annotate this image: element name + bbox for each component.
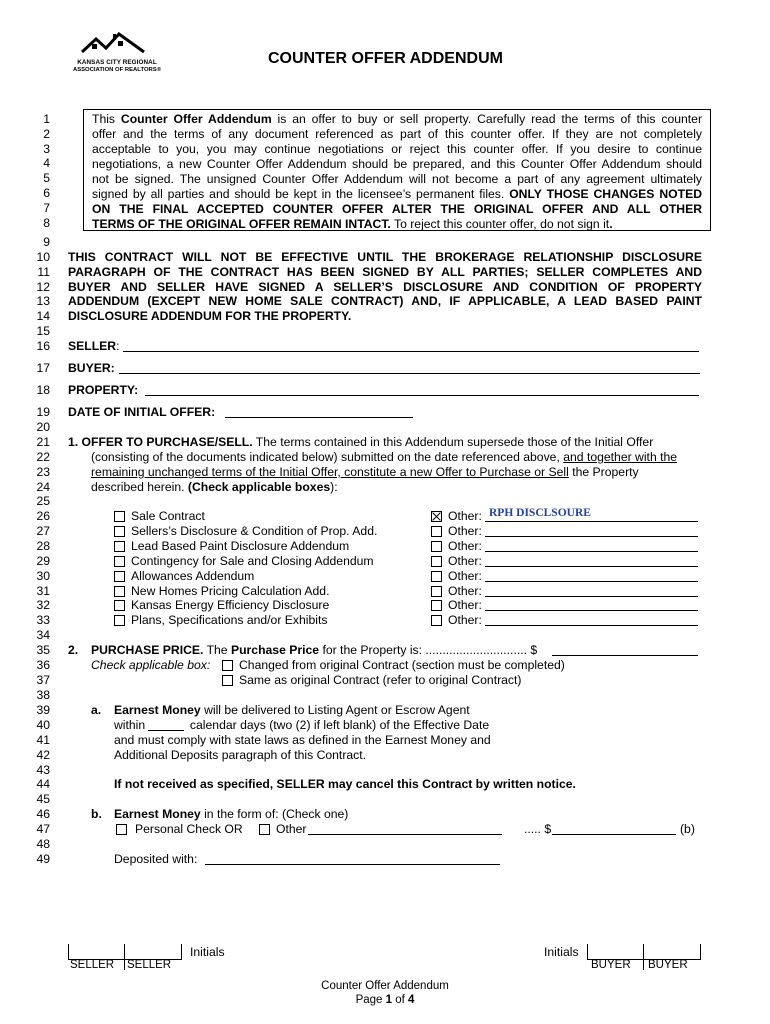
initials-label: Initials [190,945,225,959]
subsection-b-label: b. [91,807,102,821]
page-current: 1 [385,994,393,1006]
section1-text: the Property [568,465,639,479]
section1-bold-text: (Check applicable boxes [187,480,331,494]
other-field-5[interactable] [485,581,698,582]
line-number: 23 [36,465,50,479]
other-label: Other: [448,613,482,627]
line-number: 11 [37,265,50,279]
notice-text: is an offer to buy or sell property. Carefully read the terms of this counter [271,112,703,126]
warning-line: THIS CONTRACT WILL NOT BE EFFECTIVE UNTIL THE BROKERAGE RELATIONSHIP DISCLOSURE [68,250,702,264]
line-number: 10 [36,250,50,264]
buyer-initials-label-1: BUYER [591,959,631,971]
calendar-days-field[interactable] [148,730,184,731]
cancel-warning: If not received as specified, SELLER may cancel this Contract by written notice. [114,777,576,791]
check-applicable-label [91,658,210,673]
earnest-form-text: in the form of: (Check one) [200,807,349,821]
notice-bold-period: . [609,217,613,231]
notice-line-1 [92,112,702,127]
buyer-initials-label-2: BUYER [648,959,688,971]
checkbox-contingency[interactable] [114,556,125,567]
line-number: 25 [36,494,50,508]
line-number: 48 [36,837,50,851]
checkbox-allowances[interactable] [114,571,125,582]
seller-label [68,339,119,354]
within-text: within [114,718,149,732]
notice-line-8 [92,217,613,232]
notice-box [83,109,711,231]
line-number: 9 [43,235,50,249]
notice-line-7: ON THE FINAL ACCEPTED COUNTER OFFER ALTER THE ORIGINAL OFFER AND ALL OTHER [92,202,702,216]
line-number: 22 [36,450,50,464]
line-number: 17 [36,361,50,375]
date-label: DATE OF INITIAL OFFER: [68,405,216,419]
notice-text: To reject this counter offer, do not sign it [390,217,610,231]
seller-colon: : [116,339,120,353]
section1-text: The terms contained in this Addendum supersede those of the Initial Offer [252,435,654,449]
earnest-form-bold: Earnest Money [114,807,201,821]
page-of: of [392,994,409,1006]
other-label: Other: [448,509,482,523]
line-number: 13 [36,294,50,308]
line-number: 16 [36,339,50,353]
line-number: 20 [36,420,50,434]
seller-initials-label-2: SELLER [127,959,172,971]
section1-text: ): [330,480,338,494]
line-number: 33 [36,613,50,627]
checkbox-sellers-disclosure[interactable] [114,526,125,537]
seller-field[interactable] [123,351,699,352]
line-number: 38 [36,688,50,702]
line-number: 5 [43,171,50,185]
seller-initials-label-1: SELLER [70,959,115,971]
notice-bold-term: Counter Offer Addendum [120,112,272,126]
checkbox-label: Plans, Specifications and/or Exhibits [131,613,328,627]
line-number: 47 [36,822,50,836]
other-label: Other: [448,524,482,538]
notice-bold-text: ONLY THOSE CHANGES NOTED [509,187,702,201]
other-label: Other: [448,569,482,583]
other-field-4[interactable] [485,566,698,567]
other-label: Other: [448,584,482,598]
logo [72,30,162,80]
earnest-money-text: will be delivered to Listing Agent or Escrow Agent [200,703,470,717]
subsection-a-label: a. [91,703,102,717]
line-number: 40 [36,718,50,732]
earnest-amount-tag: (b) [680,822,695,836]
section1-line3 [91,465,639,480]
section2-text: for the Property is: .............................. $ [319,643,538,657]
section1-heading: 1. OFFER TO PURCHASE/SELL. [68,435,253,449]
other-field-6[interactable] [485,596,698,597]
section1-line2 [91,450,677,465]
section2-number: 2. [68,643,79,657]
seller-labels-divider [124,958,125,970]
purchase-price-field[interactable] [552,655,698,656]
line-number: 32 [36,598,50,612]
line-number: 4 [43,156,50,170]
line-number: 8 [43,216,50,230]
footer-page-number [0,993,770,1008]
earnest-money-line3: and must comply with state laws as defined in the Earnest Money and [114,733,491,747]
checkbox-other-2[interactable] [431,526,442,537]
page-word: Page [355,994,386,1006]
deposited-with-label: Deposited with: [114,852,198,866]
checkbox-kansas-energy[interactable] [114,600,125,611]
notice-line-5: not be signed. The unsigned Counter Offer Addendum will not become a part of any agreement ultimately [92,172,702,186]
check-applicable-colon: : [206,658,211,672]
checkbox-label: Contingency for Sale and Closing Addendum [131,554,374,568]
checkbox-new-homes-pricing[interactable] [114,586,125,597]
other-form-field[interactable] [308,834,502,835]
checkbox-other-7[interactable] [431,600,442,611]
initials-label: Initials [544,945,579,959]
checkbox-other-5[interactable] [431,571,442,582]
other-field-3[interactable] [485,551,698,552]
earnest-form-line [114,807,348,822]
checkbox-plans-specs[interactable] [114,615,125,626]
line-number: 30 [36,569,50,583]
notice-text: signed by all parties and should be kept in the licensee’s permanent files. [92,187,510,201]
line-number: 34 [36,628,50,642]
line-number: 1 [43,112,50,126]
earnest-money-line1 [114,703,470,718]
personal-check-label: Personal Check OR [135,822,243,836]
section1-underlined-text: and together with the [563,450,678,464]
checkbox-other-form[interactable] [259,824,270,835]
checkbox-other-8[interactable] [431,615,442,626]
other-label: Other: [448,598,482,612]
line-number: 41 [36,733,50,747]
other-field-8[interactable] [485,625,698,626]
check-applicable-text: Check applicable box [91,658,207,672]
buyer-labels-divider [643,958,644,970]
line-number: 42 [36,748,50,762]
line-number: 39 [36,703,50,717]
checkbox-price-changed[interactable] [222,660,233,671]
notice-bold-text: TERMS OF THE ORIGINAL OFFER REMAIN INTACT. [92,217,391,231]
line-number: 46 [36,807,50,821]
line-number: 3 [43,142,50,156]
buyer-label: BUYER: [68,361,115,375]
line-number: 18 [36,383,50,397]
checkbox-personal-check[interactable] [116,824,127,835]
checkbox-other-6[interactable] [431,586,442,597]
other-field-7[interactable] [485,610,698,611]
line-number: 44 [36,777,50,791]
checkbox-lead-based-paint[interactable] [114,541,125,552]
date-of-initial-offer-field[interactable] [225,417,413,418]
property-label: PROPERTY: [68,383,139,397]
section2-heading-line [91,643,537,658]
other-label: Other: [448,554,482,568]
price-same-label: Same as original Contract (refer to original Contract) [239,673,522,687]
line-number: 31 [36,584,50,598]
checkbox-other-1[interactable] [431,511,442,522]
line-number: 7 [43,201,50,215]
section1-text: (consisting of the documents indicated below) submitted on the date referenced above, [91,450,564,464]
deposited-with-field[interactable] [205,864,500,865]
checkbox-sale-contract[interactable] [114,511,125,522]
line-number: 36 [36,658,50,672]
checkbox-label: New Homes Pricing Calculation Add. [131,584,330,598]
line-number: 37 [36,673,50,687]
section2-heading: PURCHASE PRICE. [91,643,204,657]
checkbox-label: Lead Based Paint Disclosure Addendum [131,539,350,553]
other-field-1-value: RPH DISCLSOURE [489,507,591,519]
line-number: 14 [36,309,50,323]
other-field-1[interactable] [485,521,698,522]
notice-line-4: negotiations, a new Counter Offer Addendum should be prepared, and this Counter Offer Addendum should [92,157,702,171]
page-total: 4 [408,994,415,1006]
line-number: 35 [36,643,50,657]
section2-text: The [203,643,231,657]
other-label: Other: [448,539,482,553]
earnest-amount-label: ..... $ [524,822,552,836]
checkbox-price-same[interactable] [222,675,233,686]
line-number: 45 [36,792,50,806]
buyer-field[interactable] [119,373,700,374]
section1-line4 [91,480,338,495]
line-number: 26 [36,509,50,523]
notice-text: This [92,112,121,126]
section1-text: described herein. [91,480,188,494]
calendar-days-text: calendar days (two (2) if left blank) of the Effective Date [186,718,490,732]
notice-line-2: offer and the terms of any document referenced as part of this counter offer. If they are not completely [92,127,702,141]
line-number: 15 [36,324,50,338]
earnest-amount-field[interactable] [552,834,676,835]
logo-line-2: ASSOCIATION OF REALTORS® [72,67,162,73]
other-field-2[interactable] [485,536,698,537]
seller-label-text: SELLER [68,339,117,353]
notice-line-6 [92,187,702,202]
line-number: 27 [36,524,50,538]
line-number: 6 [43,186,50,200]
section2-line1 [68,643,78,658]
checkbox-other-3[interactable] [431,541,442,552]
checkbox-other-4[interactable] [431,556,442,567]
price-changed-label: Changed from original Contract (section must be completed) [239,658,565,672]
earnest-money-bold: Earnest Money [114,703,201,717]
property-field[interactable] [145,395,699,396]
house-logo-icon [72,30,162,58]
checkbox-label: Allowances Addendum [131,569,255,583]
line-number: 28 [36,539,50,553]
other-form-label: Other [276,822,307,836]
warning-line: ADDENDUM (EXCEPT NEW HOME SALE CONTRACT) AND, IF APPLICABLE, A LEAD BASED PAINT [68,294,702,308]
earnest-money-line4: Additional Deposits paragraph of this Contract. [114,748,367,762]
checkbox-label: Kansas Energy Efficiency Disclosure [131,598,330,612]
section1-line1 [68,435,653,450]
section1-underlined-text: remaining unchanged terms of the Initial Offer, constitute a new Offer to Purchase or Sell [91,465,569,479]
section2-bold-term: Purchase Price [230,643,320,657]
page-title: COUNTER OFFER ADDENDUM [268,50,503,67]
warning-line: BUYER AND SELLER HAVE SIGNED A SELLER’S DISCLOSURE AND CONDITION OF PROPERTY [68,280,702,294]
checkbox-label: Sellers’s Disclosure & Condition of Prop. Add. [131,524,378,538]
line-number: 21 [36,435,50,449]
footer-doc-name: Counter Offer Addendum [321,980,449,992]
line-number: 49 [36,852,50,866]
line-number: 2 [43,127,50,141]
checkbox-label: Sale Contract [131,509,205,523]
line-number: 24 [36,480,50,494]
line-number: 29 [36,554,50,568]
line-number: 12 [36,280,50,294]
line-number: 43 [36,763,50,777]
warning-line: DISCLOSURE ADDENDUM FOR THE PROPERTY. [68,309,352,323]
line-number: 19 [36,405,50,419]
warning-line: PARAGRAPH OF THE CONTRACT HAS BEEN SIGNED BY ALL PARTIES; SELLER COMPLETES AND [68,265,702,279]
logo-line-1: KANSAS CITY REGIONAL [77,59,157,66]
notice-line-3: acceptable to you, you may continue negotiations or reject this counter offer. If you desire to continue [92,142,702,156]
